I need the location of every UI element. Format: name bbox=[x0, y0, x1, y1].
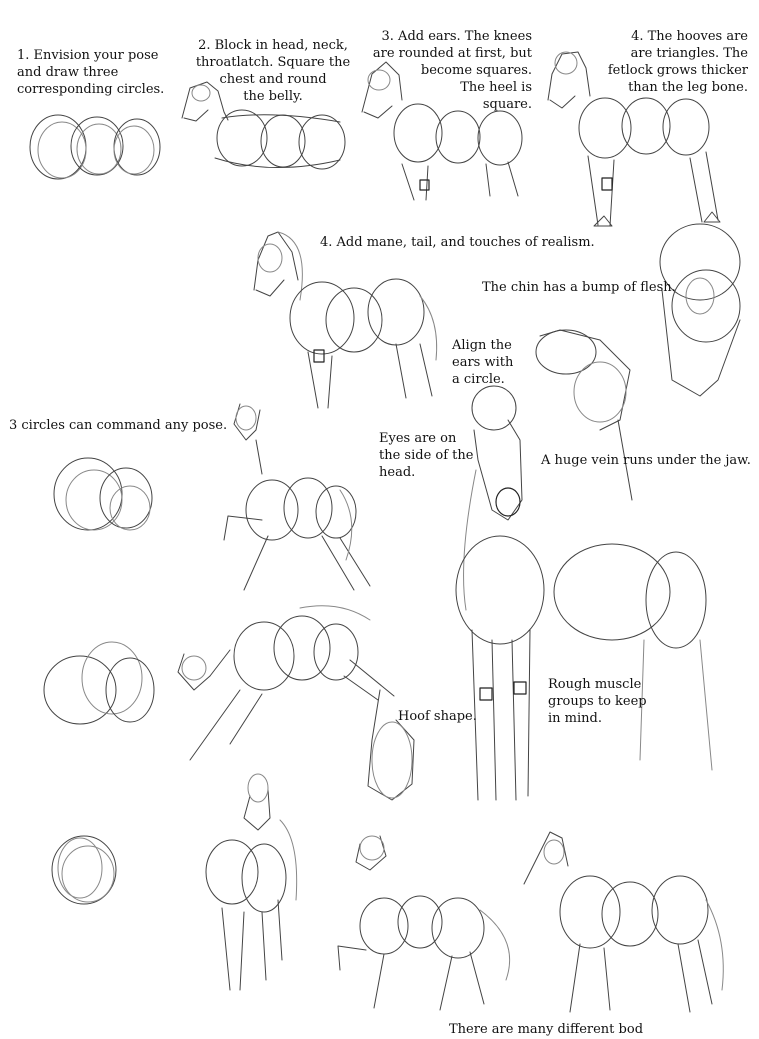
note-step3-add-ears: 3. Add ears. The knees are rounded at first, but become squares. The heel is square. bbox=[372, 29, 532, 112]
note-three-circles-pose: 3 circles can command any pose. bbox=[9, 418, 228, 433]
note-align-ears: Align the ears with a circle. bbox=[452, 338, 514, 387]
note-eyes-side: Eyes are on the side of the head. bbox=[379, 431, 474, 480]
step1-three-circles-sketch bbox=[30, 115, 160, 179]
pose-three-circles-sketch bbox=[54, 458, 152, 530]
note-step2-block-in: 2. Block in head, neck, throatlatch. Square the chest and round the belly. bbox=[195, 38, 351, 104]
step4-horse-mane-tail-sketch bbox=[254, 232, 437, 408]
ears-circle-study-sketch bbox=[536, 330, 632, 500]
note-hoof-shape: Hoof shape. bbox=[398, 709, 477, 724]
walking-horse-bottom-sketch bbox=[524, 832, 723, 1012]
front-view-horse-sketch bbox=[456, 386, 712, 800]
hoof-shape-sketch bbox=[368, 690, 414, 800]
note-bottom-bodies: There are many different bod bbox=[449, 1022, 644, 1037]
note-muscle-groups: Rough muscle groups to keep in mind. bbox=[548, 677, 647, 726]
chin-head-study-sketch bbox=[660, 224, 740, 396]
standing-horse-bottom-sketch bbox=[206, 774, 297, 990]
note-step4-hooves: 4. The hooves are are triangles. The fetlock grows thicker than the leg bone. bbox=[607, 29, 748, 95]
trotting-horse-sketch bbox=[224, 404, 370, 590]
note-chin-bump: The chin has a bump of flesh. bbox=[482, 280, 676, 295]
note-vein-jaw: A huge vein runs under the jaw. bbox=[541, 453, 751, 468]
prancing-horse-sketch bbox=[338, 836, 510, 1010]
note-step1-envision-pose: 1. Envision your pose and draw three corresponding circles. bbox=[17, 48, 165, 97]
note-step4-mane-tail: 4. Add mane, tail, and touches of realism. bbox=[320, 235, 595, 250]
galloping-horse-sketch bbox=[44, 606, 394, 760]
bottom-circles-sketch bbox=[52, 836, 116, 904]
